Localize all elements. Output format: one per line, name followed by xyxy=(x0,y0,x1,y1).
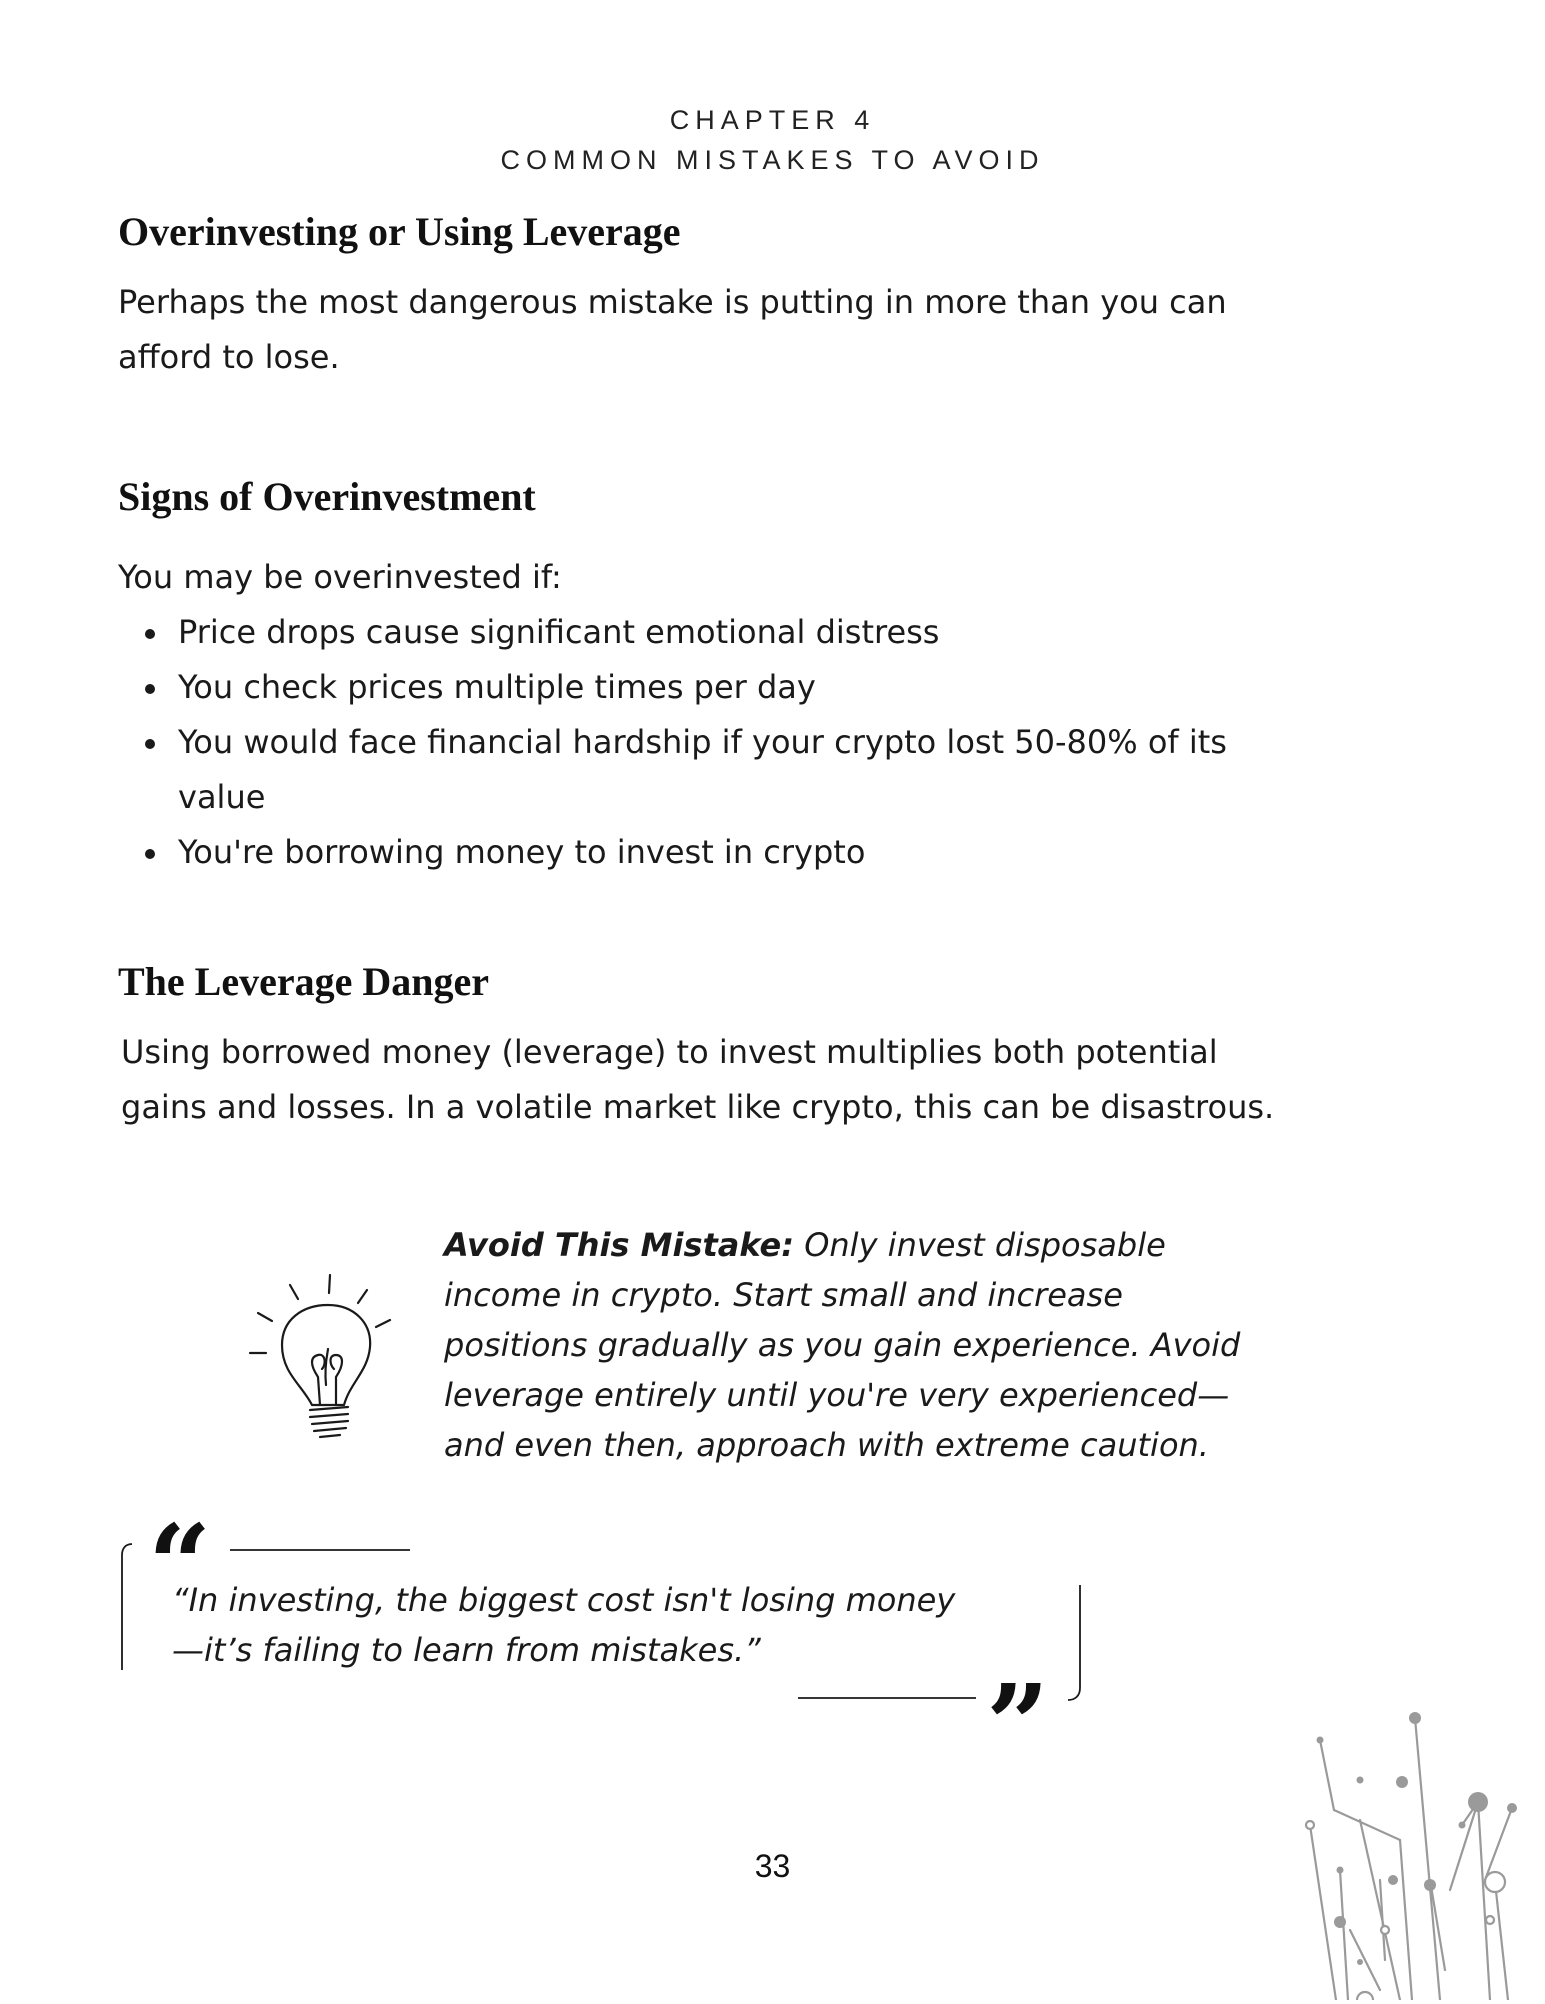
list-item: You're borrowing money to invest in crypto xyxy=(118,825,1378,880)
chapter-header xyxy=(0,100,1545,180)
section-heading-signs: Signs of Overinvestment xyxy=(118,474,536,519)
signs-list xyxy=(118,605,1378,880)
tip-callout xyxy=(444,1220,1364,1470)
list-item: Price drops cause significant emotional distress xyxy=(118,605,1378,660)
quote-line: —it’s failing to learn from mistakes.” xyxy=(172,1631,761,1669)
section-heading-overinvesting: Overinvesting or Using Leverage xyxy=(118,209,681,254)
quote-line: “In investing, the biggest cost isn't losing money xyxy=(172,1581,956,1619)
list-item xyxy=(118,715,1378,825)
tip-line: Only invest disposable xyxy=(794,1226,1166,1264)
tip-line: leverage entirely until you're very experienced— xyxy=(444,1376,1230,1414)
signs-intro: You may be overinvested if: xyxy=(118,558,562,596)
list-item-line: value xyxy=(178,778,266,816)
close-quote-icon: ” xyxy=(986,1660,1050,1789)
chapter-number: CHAPTER 4 xyxy=(669,105,876,135)
tip-line: income in crypto. Start small and increase xyxy=(444,1276,1123,1314)
paragraph-line: gains and losses. In a volatile market like crypto, this can be disastrous. xyxy=(121,1088,1275,1126)
lightbulb-icon xyxy=(240,1265,400,1459)
quote-text xyxy=(172,1575,1072,1675)
paragraph-line: Using borrowed money (leverage) to invest multiplies both potential xyxy=(121,1033,1218,1071)
open-quote-icon: “ xyxy=(148,1500,212,1629)
page-number: 33 xyxy=(754,1848,791,1884)
tip-label: Avoid This Mistake: xyxy=(444,1226,795,1264)
section-paragraph-leverage xyxy=(121,1025,1421,1135)
section-heading-leverage: The Leverage Danger xyxy=(118,959,490,1004)
list-item: You check prices multiple times per day xyxy=(118,660,1378,715)
list-item-line: You would face financial hardship if your crypto lost 50-80% of its xyxy=(178,723,1227,761)
section-paragraph-overinvesting xyxy=(118,275,1418,385)
tip-line: and even then, approach with extreme caution. xyxy=(444,1426,1209,1464)
paragraph-line: Perhaps the most dangerous mistake is putting in more than you can xyxy=(118,283,1227,321)
paragraph-line: afford to lose. xyxy=(118,338,340,376)
tip-line: positions gradually as you gain experience. Avoid xyxy=(444,1326,1241,1364)
chapter-title: COMMON MISTAKES TO AVOID xyxy=(500,145,1045,175)
circuit-decoration xyxy=(1290,1700,1545,2004)
